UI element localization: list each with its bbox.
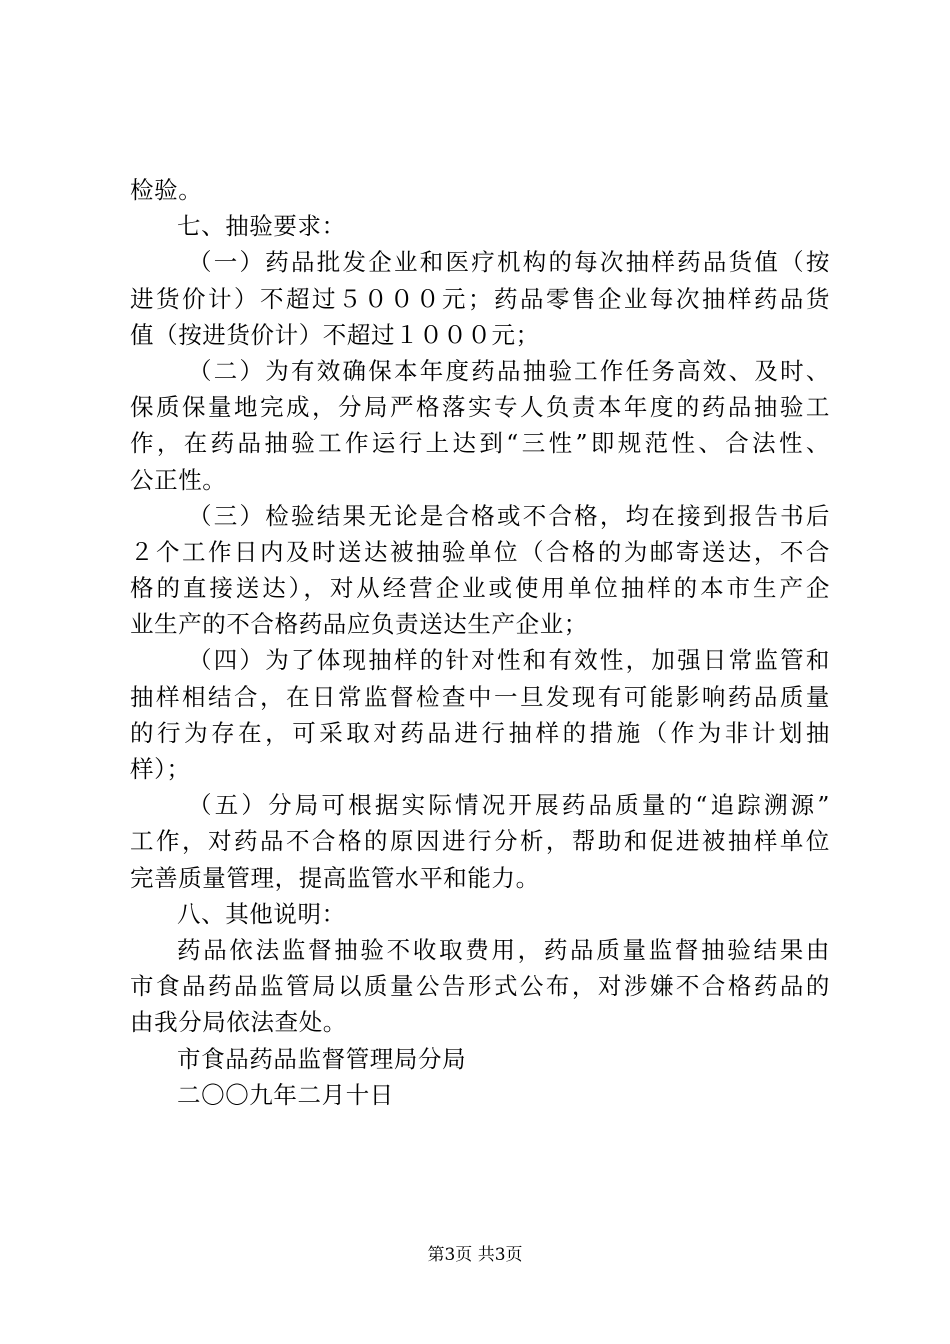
text-line: 格的直接送达），对从经营企业或使用单位抽样的本市生产企 (130, 574, 830, 603)
signature-date: 二〇〇九年二月十日 (177, 1080, 394, 1109)
text-line: 抽样相结合，在日常监督检查中一旦发现有可能影响药品质量 (130, 682, 830, 711)
text-line: （四）为了体现抽样的针对性和有效性，加强日常监管和 (188, 646, 830, 675)
text-line: 业生产的不合格药品应负责送达生产企业； (130, 610, 588, 639)
text-line: 完善质量管理，提高监管水平和能力。 (130, 863, 540, 892)
text-line: （一）药品批发企业和医疗机构的每次抽样药品货值（按 (188, 248, 830, 277)
text-line: 由我分局依法查处。 (130, 1008, 347, 1037)
text-line: 作，在药品抽验工作运行上达到“三性”即规范性、合法性、 (130, 429, 830, 458)
text-line: 样）； (130, 755, 191, 783)
section-heading: 七、抽验要求： (177, 212, 346, 241)
text-line: 检验。 (130, 176, 203, 204)
section-heading: 八、其他说明： (177, 899, 346, 928)
text-line: 进货价计）不超过５０００元；药品零售企业每次抽样药品货 (130, 284, 830, 313)
text-line: 工作，对药品不合格的原因进行分析，帮助和促进被抽样单位 (130, 827, 830, 856)
page-number: 第3页 共3页 (427, 1245, 523, 1265)
document-body (130, 172, 830, 1113)
text-line: 药品依法监督抽验不收取费用，药品质量监督抽验结果由 (177, 935, 830, 964)
text-line: 保质保量地完成，分局严格落实专人负责本年度的药品抽验工 (130, 393, 830, 422)
text-line: （五）分局可根据实际情况开展药品质量的“追踪溯源” (188, 791, 830, 820)
text-line: （二）为有效确保本年度药品抽验工作任务高效、及时、 (188, 356, 830, 385)
text-line: 公正性。 (130, 465, 227, 494)
text-line: 值（按进货价计）不超过１０００元； (130, 320, 540, 349)
text-line: （三）检验结果无论是合格或不合格，均在接到报告书后 (188, 501, 830, 530)
text-line: 市食品药品监管局以质量公告形式公布，对涉嫌不合格药品的 (130, 972, 830, 1001)
text-line: 的行为存在，可采取对药品进行抽样的措施（作为非计划抽 (130, 718, 830, 747)
signature-org: 市食品药品监督管理局分局 (177, 1044, 467, 1073)
text-line: ２个工作日内及时送达被抽验单位（合格的为邮寄送达，不合 (130, 537, 830, 566)
